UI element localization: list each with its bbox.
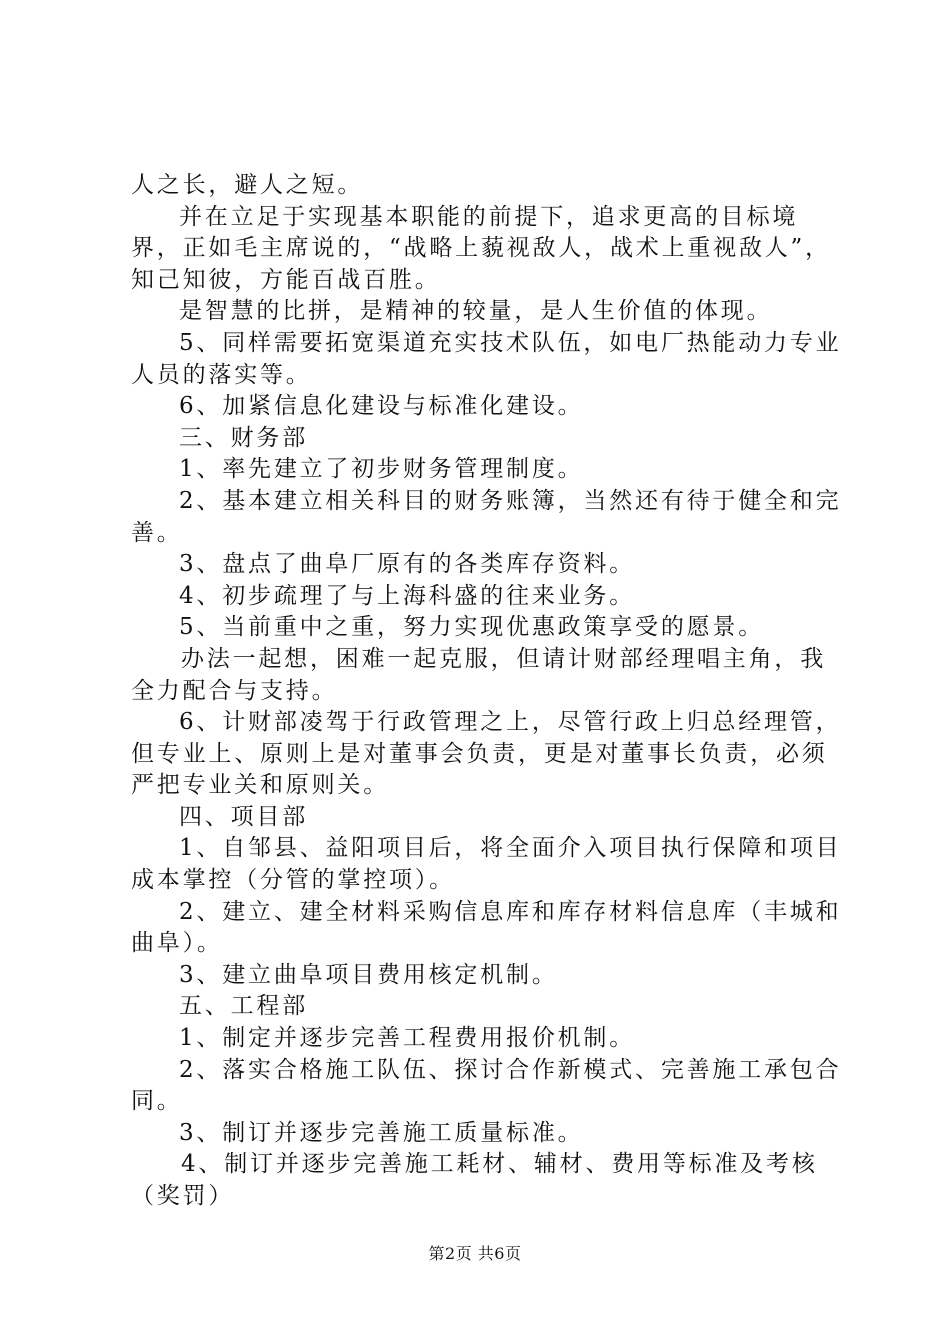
- paragraph-20: 2、落实合格施工队伍、探讨合作新模式、完善施工承包合同。: [131, 1056, 842, 1115]
- page-footer: [0, 1244, 950, 1264]
- paragraph-10: 4、初步疏理了与上海科盛的往来业务。: [179, 582, 636, 609]
- paragraph-2: 并在立足于实现基本职能的前提下，追求更高的目标境界，正如毛主席说的，“战略上藐视敌人，战术上重视敌人”，知己知彼，方能百战百胜。: [131, 203, 831, 293]
- paragraph-11: 5、当前重中之重，努力实现优惠政策享受的愿景。: [179, 614, 765, 641]
- paragraph-21: 3、制订并逐步完善施工质量标准。: [179, 1119, 584, 1146]
- paragraph-12: 办法一起想，困难一起克服，但请计财部经理唱主角，我全力配合与支持。: [131, 645, 826, 704]
- paragraph-4: 5、同样需要拓宽渠道充实技术队伍，如电厂热能动力专业人员的落实等。: [131, 329, 842, 388]
- paragraph-22: 4、制订并逐步完善施工耗材、辅材、费用等标准及考核（奖罚）: [131, 1151, 818, 1209]
- section-heading-finance: 三、财务部: [179, 424, 308, 451]
- paragraph-1: 人之长，避人之短。: [131, 172, 364, 198]
- section-heading-projects: 四、项目部: [179, 803, 308, 830]
- paragraph-3: 是智慧的比拼，是精神的较量，是人生价值的体现。: [179, 298, 773, 325]
- page-indicator: 第2页 共6页: [428, 1244, 522, 1263]
- paragraph-19: 1、制定并逐步完善工程费用报价机制。: [179, 1025, 636, 1052]
- paragraph-5: 6、加紧信息化建设与标准化建设。: [179, 393, 584, 420]
- paragraph-16: 2、建立、建全材料采购信息库和库存材料信息库（丰城和曲阜）。: [131, 898, 842, 957]
- paragraph-8: 2、基本建立相关科目的财务账簿，当然还有待于健全和完善。: [131, 487, 842, 546]
- paragraph-15: 1、自邹县、益阳项目后，将全面介入项目执行保障和项目成本掌控（分管的掌控项）。: [131, 835, 842, 894]
- paragraph-9: 3、盘点了曲阜厂原有的各类库存资料。: [179, 551, 636, 578]
- section-heading-engineering: 五、工程部: [179, 993, 308, 1020]
- paragraph-17: 3、建立曲阜项目费用核定机制。: [179, 961, 558, 988]
- paragraph-13: 6、计财部凌驾于行政管理之上，尽管行政上归总经理管，但专业上、原则上是对董事会负责，更是对董事长负责，必须严把专业关和原则关。: [131, 709, 842, 799]
- document-body: [131, 170, 843, 1213]
- paragraph-7: 1、率先建立了初步财务管理制度。: [179, 456, 584, 483]
